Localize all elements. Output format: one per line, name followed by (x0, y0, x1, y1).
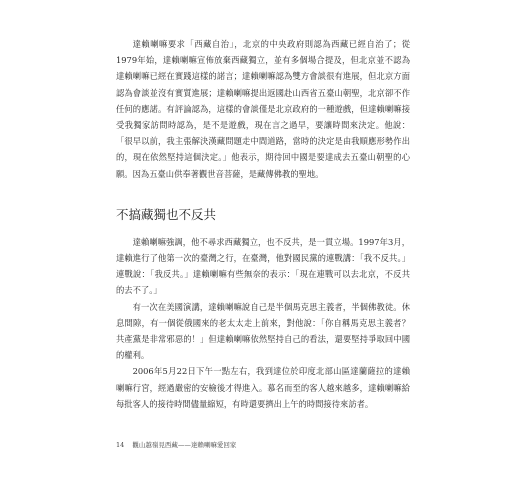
intro-paragraph: 達賴喇嘛要求「西藏自治」，北京的中央政府則認為西藏已經自治了；從1979年始，達賴喇嘛宣佈放棄西藏獨立，並有多個場合提及，但北京並不認為達賴喇嘛已經在實踐這樣的諾言；達賴喇嘛認為雙方會談很有進展，但北京方面認為會談並沒有實質進展；達賴喇嘛提出返國赴山西省五臺山朝聖，北京卻不作任何的應諾。有評論認為，這樣的會談僅是北京政府的一種遊戲，但達賴喇嘛接受我獨家訪問時認為，是不是遊戲，現在言之過早，要讓時間來決定。他說：「很早以前，我主張解決漢藏問題走中間道路，當時的決定是由我順應形勢作出的，現在依然堅持這個決定。」他表示，期待回中國是要達成去五臺山朝聖的心願。因為五臺山供奉著觀世音菩薩，是藏傳佛教的聖地。 (116, 39, 410, 179)
page-number: 14 (116, 441, 125, 449)
page-body (116, 36, 410, 412)
running-title: 觀山越嶺見西藏——達賴喇嘛愛回家 (132, 441, 237, 449)
section-paragraph-3: 2006年5月22日下午一點左右，我到達位於印度北部山區達蘭薩拉的達賴喇嘛行宮，經過嚴密的安檢後才得進入。慕名而至的客人越來越多，達賴喇嘛給每批客人的接待時間儘量縮短，有時還要擠出上午的時間接待來訪者。 (116, 366, 410, 409)
page-footer (116, 440, 236, 449)
section-heading: 不搞藏獨也不反共 (116, 206, 217, 222)
section-paragraph-2: 有一次在美國演講，達賴喇嘛說自己是半個馬克思主義者，半個佛教徒。休息間隙，有一個從俄國來的老太太走上前來，對他說：「你自稱馬克思主義者？共產黨是非常邪惡的！」但達賴喇嘛依然堅持自己的看法，還要堅持爭取回中國的權利。 (116, 301, 410, 361)
section-paragraph-1: 達賴喇嘛強調，他不尋求西藏獨立，也不反共，是一貫立場。1997年3月，達賴進行了他第一次的臺灣之行，在臺灣，他對國民黨的連戰講：「我不反共。」連戰說：「我反共。」達賴喇嘛有些無奈的表示：「現在連戰可以去北京，不反共的去不了。」 (116, 236, 410, 296)
